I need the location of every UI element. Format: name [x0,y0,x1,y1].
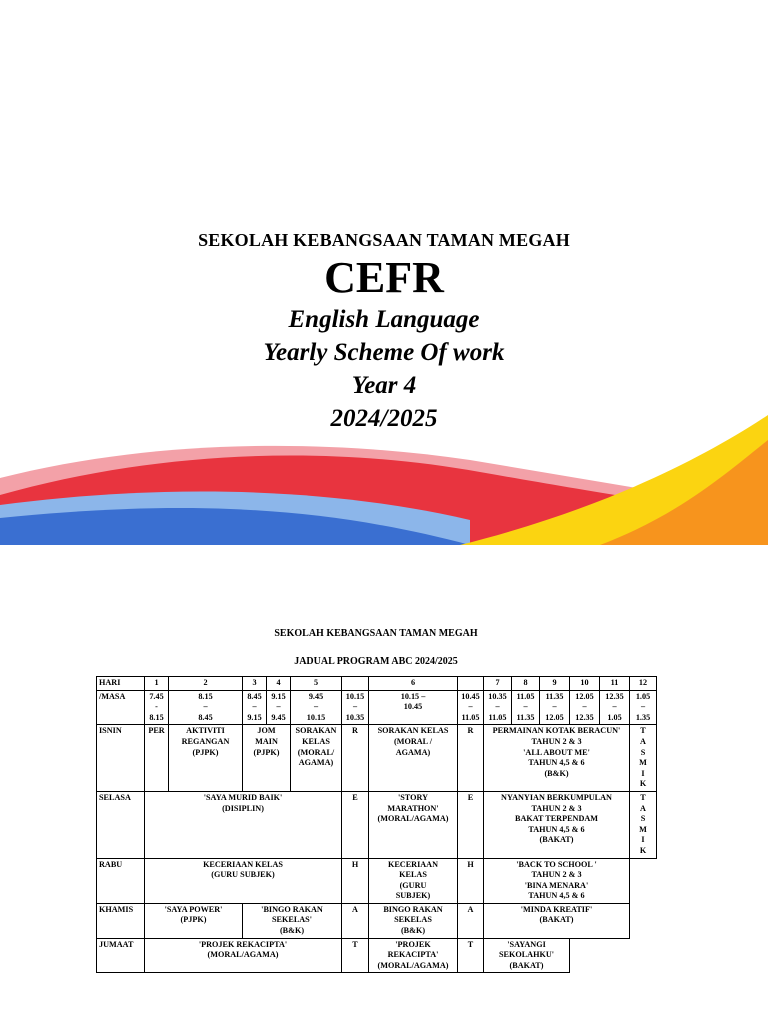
activity-cell: KECERIAAN KELAS (GURU SUBJEK) [145,858,342,903]
tasmik-cell: T A S M I K [630,791,657,858]
time-cell: 12.35 – 1.05 [600,690,630,725]
activity-cell: 'SAYANGI SEKOLAHKU' (BAKAT) [484,938,570,973]
cover-year: Year 4 [351,372,417,399]
cover-title: CEFR [324,253,444,302]
activity-cell: SORAKAN KELAS (MORAL / AGAMA) [369,725,458,792]
day-label: KHAMIS [97,903,145,938]
empty-cell [630,858,657,903]
rehat-cell: H [458,858,484,903]
header-cell: 2 [169,677,243,691]
time-cell: 10.45 – 11.05 [458,690,484,725]
header-cell: HARI [97,677,145,691]
decorative-swoosh [0,400,768,545]
header-cell: 11 [600,677,630,691]
header-cell: 6 [369,677,458,691]
header-cell: 3 [243,677,267,691]
time-cell: /MASA [97,690,145,725]
row-isnin [97,725,657,792]
day-label: RABU [97,858,145,903]
day-label: JUMAAT [97,938,145,973]
activity-cell: 'PROJEK REKACIPTA' (MORAL/AGAMA) [145,938,342,973]
rehat-cell: A [342,903,369,938]
time-cell: 7.45 - 8.15 [145,690,169,725]
time-cell: 9.15 – 9.45 [267,690,291,725]
rehat-cell: T [342,938,369,973]
header-cell: 8 [512,677,540,691]
cover-subject: English Language [288,306,480,333]
activity-cell: AKTIVITI REGANGAN (PJPK) [169,725,243,792]
time-cell: 8.15 – 8.45 [169,690,243,725]
header-cell [458,677,484,691]
header-cell: 4 [267,677,291,691]
cover-scheme: Yearly Scheme Of work [263,339,505,366]
activity-cell: 'SAYA MURID BAIK' (DISIPLIN) [145,791,342,858]
time-cell: 1.05 – 1.35 [630,690,657,725]
time-cell: 9.45 – 10.15 [291,690,342,725]
time-cell: 8.45 – 9.15 [243,690,267,725]
day-label: ISNIN [97,725,145,792]
row-jumaat [97,938,657,973]
activity-cell: NYANYIAN BERKUMPULAN TAHUN 2 & 3 BAKAT TERPENDAM TAHUN 4,5 & 6 (BAKAT) [484,791,630,858]
rehat-cell: A [458,903,484,938]
header-row-periods [97,677,657,691]
activity-cell: BINGO RAKAN SEKELAS (B&K) [369,903,458,938]
row-rabu [97,858,657,903]
header-cell [342,677,369,691]
tasmik-cell: T A S M I K [630,725,657,792]
rehat-cell: H [342,858,369,903]
empty-cell [570,938,657,973]
activity-cell: KECERIAAN KELAS (GURU SUBJEK) [369,858,458,903]
activity-cell: 'STORY MARATHON' (MORAL/AGAMA) [369,791,458,858]
header-cell: 9 [540,677,570,691]
activity-cell: 'BINGO RAKAN SEKELAS' (B&K) [243,903,342,938]
rehat-cell: R [342,725,369,792]
empty-cell [630,903,657,938]
day-label: SELASA [97,791,145,858]
time-cell: 11.35 – 12.05 [540,690,570,725]
header-row-times [97,690,657,725]
activity-cell: 'SAYA POWER' (PJPK) [145,903,243,938]
time-cell: 10.15 – 10.45 [369,690,458,725]
timetable-title: JADUAL PROGRAM ABC 2024/2025 [294,656,458,667]
cover-school-name: SEKOLAH KEBANGSAAN TAMAN MEGAH [198,230,570,250]
activity-cell: PER [145,725,169,792]
row-khamis [97,903,657,938]
time-cell: 11.05 – 11.35 [512,690,540,725]
timetable-table [96,676,657,973]
header-cell: 1 [145,677,169,691]
activity-cell: 'PROJEK REKACIPTA' (MORAL/AGAMA) [369,938,458,973]
header-cell: 7 [484,677,512,691]
header-cell: 5 [291,677,342,691]
rehat-cell: T [458,938,484,973]
rehat-cell: E [458,791,484,858]
activity-cell: SORAKAN KELAS (MORAL/ AGAMA) [291,725,342,792]
time-cell: 12.05 – 12.35 [570,690,600,725]
header-cell: 10 [570,677,600,691]
time-cell: 10.15 – 10.35 [342,690,369,725]
activity-cell: JOM MAIN (PJPK) [243,725,291,792]
timetable-sheet [96,628,656,973]
header-cell: 12 [630,677,657,691]
rehat-cell: R [458,725,484,792]
cover-session: 2024/2025 [330,405,438,432]
activity-cell: PERMAINAN KOTAK BERACUN' TAHUN 2 & 3 'ALL ABOUT ME' TAHUN 4,5 & 6 (B&K) [484,725,630,792]
timetable-school-name: SEKOLAH KEBANGSAAN TAMAN MEGAH [274,628,478,639]
activity-cell: 'BACK TO SCHOOL ' TAHUN 2 & 3 'BINA MENARA' TAHUN 4,5 & 6 [484,858,630,903]
activity-cell: 'MINDA KREATIF' (BAKAT) [484,903,630,938]
time-cell: 10.35 – 11.05 [484,690,512,725]
row-selasa [97,791,657,858]
rehat-cell: E [342,791,369,858]
